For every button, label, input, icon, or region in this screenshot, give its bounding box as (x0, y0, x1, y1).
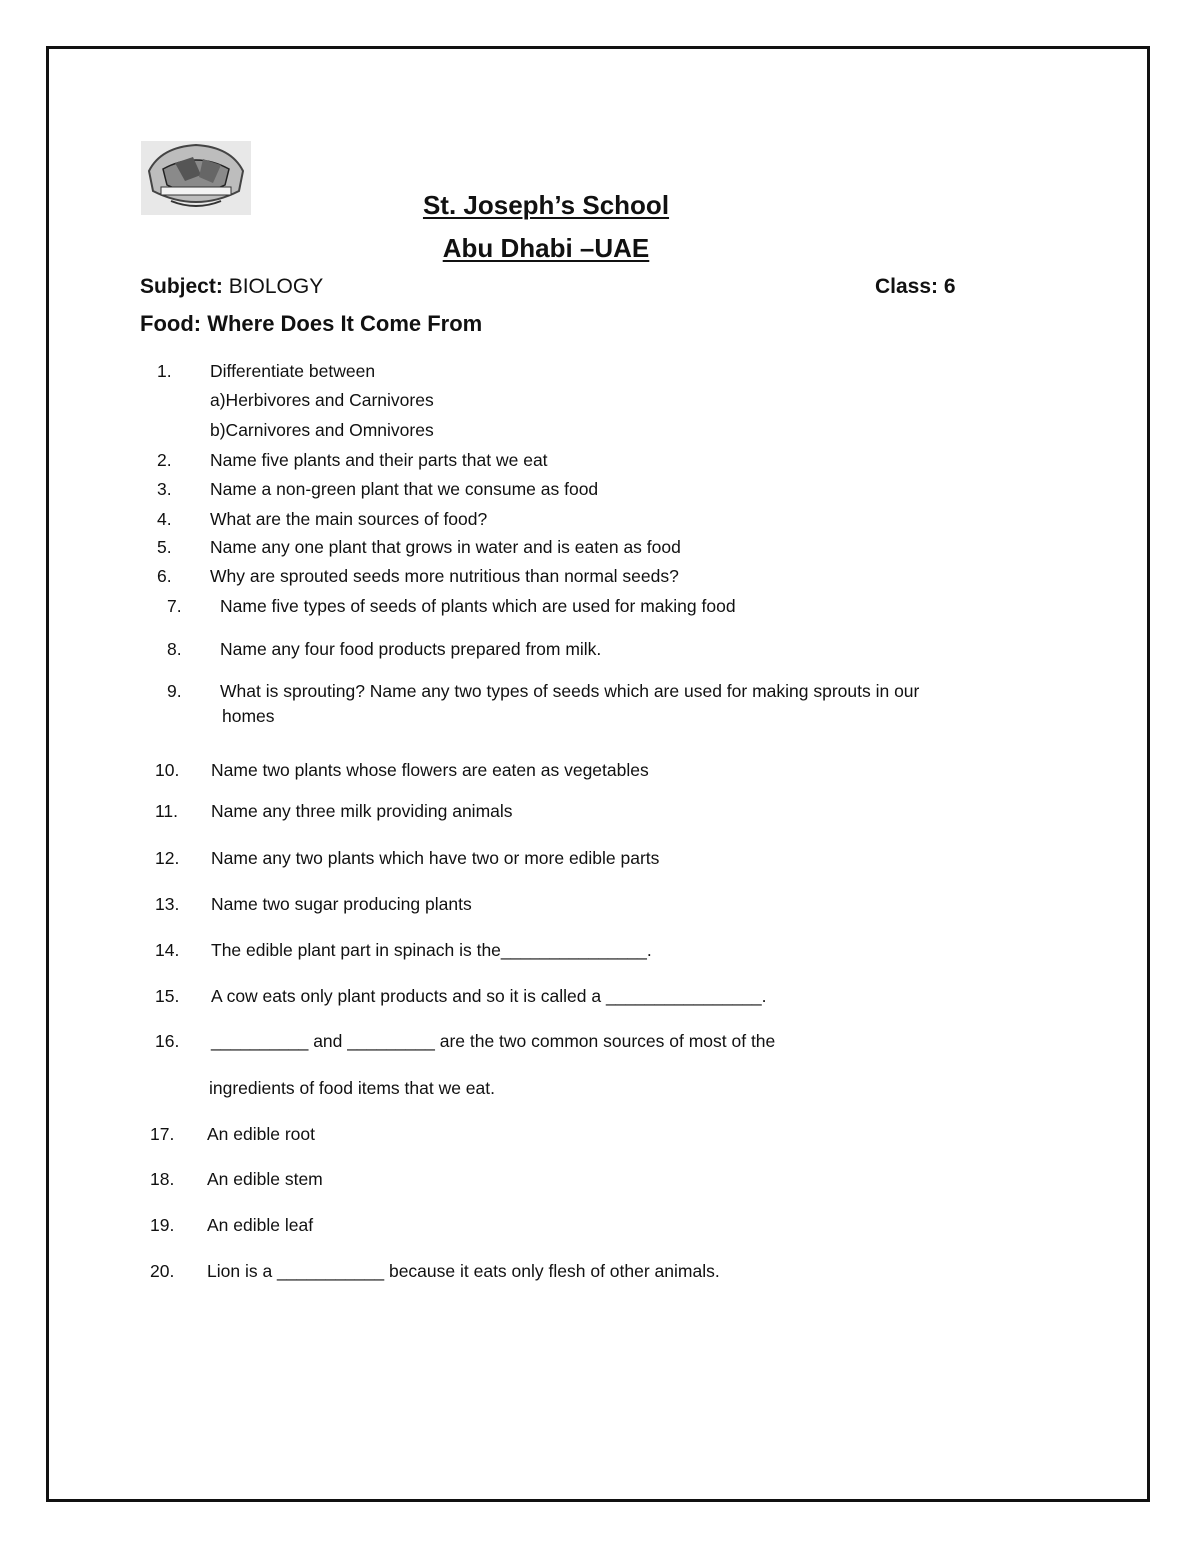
question-number: 4. (157, 509, 172, 529)
question-text: Name five plants and their parts that we eat (210, 450, 548, 470)
question-number: 2. (157, 450, 172, 470)
question-text: Differentiate between (210, 361, 376, 381)
question-number: 9. (167, 681, 182, 701)
question-text: b)Carnivores and Omnivores (210, 420, 434, 440)
question-text: Name a non-green plant that we consume as food (210, 479, 599, 499)
question-text: The edible plant part in spinach is the_______________. (211, 940, 652, 960)
question-text: Name five types of seeds of plants which are used for making food (220, 596, 736, 616)
question-number: 12. (155, 848, 180, 868)
question-text: __________ and _________ are the two common sources of most of the (211, 1031, 776, 1051)
topic-title: Food: Where Does It Come From (140, 311, 483, 336)
question-text: An edible stem (207, 1169, 323, 1189)
question-text: Name any four food products prepared from milk. (220, 639, 602, 659)
school-location: Abu Dhabi –UAE (442, 233, 650, 263)
subject-line (140, 275, 323, 299)
question-number: 14. (155, 940, 180, 960)
question-text: An edible leaf (207, 1215, 314, 1235)
question-text: ingredients of food items that we eat. (209, 1078, 495, 1098)
question-text: Lion is a ___________ because it eats only flesh of other animals. (207, 1261, 720, 1281)
question-text: Name any two plants which have two or more edible parts (211, 848, 660, 868)
question-text: Name two sugar producing plants (211, 894, 472, 914)
subject-value: BIOLOGY (228, 275, 324, 298)
question-text: What are the main sources of food? (210, 509, 488, 529)
question-number: 3. (157, 479, 172, 499)
question-text: Name any three milk providing animals (211, 801, 513, 821)
question-number: 8. (167, 639, 182, 659)
question-text: Name two plants whose flowers are eaten as vegetables (211, 760, 649, 780)
question-number: 1. (157, 361, 172, 381)
question-number: 18. (150, 1169, 175, 1189)
class-label: Class: 6 (875, 275, 956, 298)
subject-label: Subject: (140, 275, 223, 298)
question-text: What is sprouting? Name any two types of seeds which are used for making sprouts in our (220, 681, 920, 701)
question-number: 6. (157, 566, 172, 586)
question-text: Name any one plant that grows in water and is eaten as food (210, 537, 681, 557)
question-number: 19. (150, 1215, 175, 1235)
question-number: 5. (157, 537, 172, 557)
question-number: 17. (150, 1124, 175, 1144)
question-number: 13. (155, 894, 180, 914)
question-number: 15. (155, 986, 180, 1006)
question-text: A cow eats only plant products and so it is called a ________________. (211, 986, 767, 1006)
school-name: St. Joseph’s School (422, 190, 670, 220)
question-text: a)Herbivores and Carnivores (210, 390, 434, 410)
question-number: 7. (167, 596, 182, 616)
question-number: 11. (155, 801, 179, 821)
question-text: Why are sprouted seeds more nutritious than normal seeds? (210, 566, 679, 586)
question-number: 16. (155, 1031, 180, 1051)
question-text: An edible root (207, 1124, 315, 1144)
question-number: 10. (155, 760, 180, 780)
question-number: 20. (150, 1261, 175, 1281)
question-text: homes (222, 706, 275, 726)
